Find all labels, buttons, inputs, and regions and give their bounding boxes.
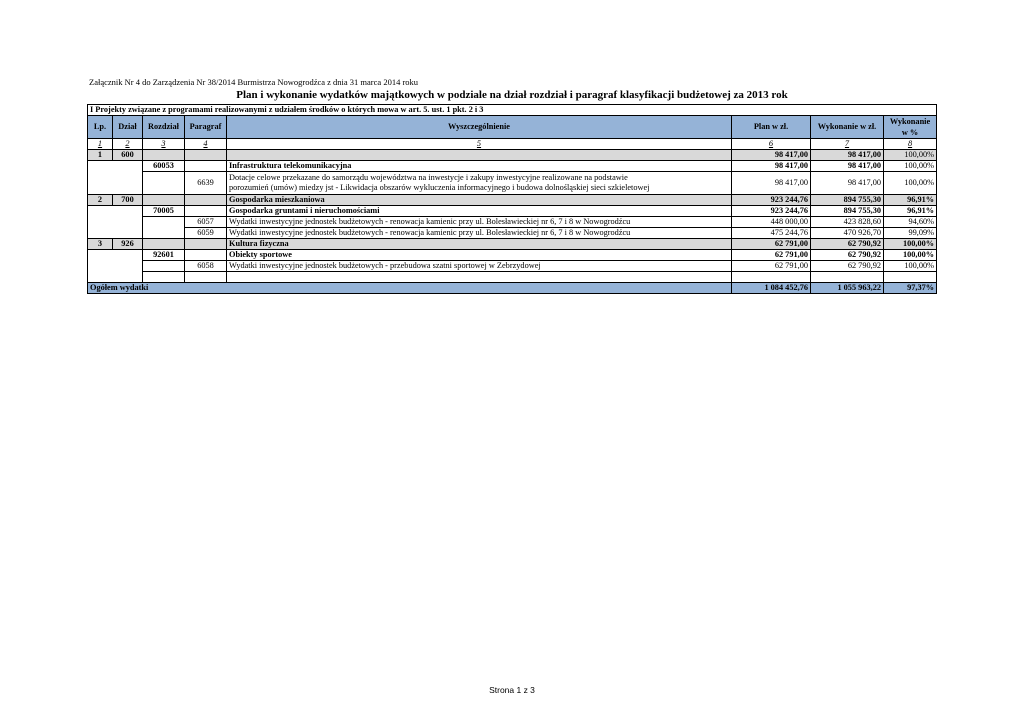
cell-plan: 98 417,00	[732, 172, 811, 195]
table-row-paragraf	[88, 261, 937, 272]
col-header-pct-line2: w %	[901, 128, 919, 137]
cell-rozdzial	[143, 239, 185, 250]
expenditure-table	[87, 104, 937, 294]
total-label: Ogółem wydatki	[88, 283, 732, 294]
cell-execution-pct: 100,00%	[884, 261, 937, 272]
cell-dzial: 600	[113, 150, 143, 161]
cell-execution-pct: 100,00%	[884, 250, 937, 261]
col-header-description: Wyszczególnienie	[227, 116, 732, 139]
cell-execution-pct: 100,00%	[884, 161, 937, 172]
cell-paragraf	[185, 161, 227, 172]
cell-description: Wydatki inwestycyjne jednostek budżetowych - renowacja kamienic przy ul. Bolesławieckiej nr 6, 7 i 8 w Nowogrodźcu	[227, 228, 732, 239]
cell-execution: 470 926,70	[811, 228, 884, 239]
cell-rozdzial: 60053	[143, 161, 185, 172]
cell-paragraf: 6059	[185, 228, 227, 239]
cell-execution: 62 790,92	[811, 261, 884, 272]
cell-lp: 2	[88, 195, 113, 206]
cell-lp: 1	[88, 150, 113, 161]
cell-paragraf: 6058	[185, 261, 227, 272]
cell-dzial: 926	[113, 239, 143, 250]
cell-execution-pct	[884, 272, 937, 283]
col-header-dzial: Dział	[113, 116, 143, 139]
cell-plan: 448 000,00	[732, 217, 811, 228]
col-number: 2	[113, 139, 143, 150]
cell-rozdzial	[143, 172, 185, 195]
cell-blank	[88, 206, 143, 239]
description-line: porozumień (umów) miedzy jst - Likwidacja obszarów wykluczenia informacyjnego i budowa dolnośląskiej sieci szkieletowej	[229, 183, 650, 192]
cell-plan: 62 791,00	[732, 261, 811, 272]
cell-paragraf: 6057	[185, 217, 227, 228]
cell-execution-pct: 100,00%	[884, 172, 937, 195]
col-number: 6	[732, 139, 811, 150]
table-row-paragraf	[88, 228, 937, 239]
cell-plan: 475 244,76	[732, 228, 811, 239]
table-row-rozdzial	[88, 161, 937, 172]
cell-execution: 62 790,92	[811, 250, 884, 261]
cell-execution-pct: 100,00%	[884, 239, 937, 250]
page-title: Plan i wykonanie wydatków majątkowych w podziale na dział rozdział i paragraf klasyfikacji budżetowej za 2013 rok	[236, 89, 788, 101]
cell-lp: 3	[88, 239, 113, 250]
col-header-rozdzial: Rozdział	[143, 116, 185, 139]
cell-plan: 98 417,00	[732, 161, 811, 172]
cell-execution-pct: 99,09%	[884, 228, 937, 239]
cell-paragraf	[185, 239, 227, 250]
col-number: 5	[227, 139, 732, 150]
cell-rozdzial	[143, 195, 185, 206]
cell-rozdzial	[143, 261, 185, 272]
table-row-dzial	[88, 150, 937, 161]
total-plan: 1 084 452,76	[732, 283, 811, 294]
cell-rozdzial	[143, 150, 185, 161]
cell-paragraf: 6639	[185, 172, 227, 195]
col-header-execution-pct	[884, 116, 937, 139]
cell-paragraf	[185, 195, 227, 206]
cell-plan: 62 791,00	[732, 239, 811, 250]
col-number: 8	[884, 139, 937, 150]
cell-execution-pct: 96,91%	[884, 195, 937, 206]
cell-blank	[88, 250, 143, 283]
cell-description: Gospodarka gruntami i nieruchomościami	[227, 206, 732, 217]
table-row-rozdzial	[88, 206, 937, 217]
column-header-row	[88, 116, 937, 139]
cell-blank	[88, 161, 143, 195]
cell-execution: 894 755,30	[811, 195, 884, 206]
total-execution: 1 055 963,22	[811, 283, 884, 294]
table-row-dzial	[88, 239, 937, 250]
cell-rozdzial	[143, 217, 185, 239]
column-number-row	[88, 139, 937, 150]
description-line: Dotacje celowe przekazane do samorządu województwa na inwestycje i zakupy inwestycyjne realizowane na podstawie	[229, 173, 628, 182]
cell-description	[227, 172, 732, 195]
col-header-lp: Lp.	[88, 116, 113, 139]
col-header-execution: Wykonanie w zł.	[811, 116, 884, 139]
col-number: 4	[185, 139, 227, 150]
col-number: 7	[811, 139, 884, 150]
cell-description: Obiekty sportowe	[227, 250, 732, 261]
cell-execution-pct: 100,00%	[884, 150, 937, 161]
cell-dzial: 700	[113, 195, 143, 206]
cell-paragraf	[185, 206, 227, 217]
total-row	[88, 283, 937, 294]
cell-description: Gospodarka mieszkaniowa	[227, 195, 732, 206]
cell-description	[227, 272, 732, 283]
table-row-dzial	[88, 195, 937, 206]
attachment-note: Załącznik Nr 4 do Zarządzenia Nr 38/2014 Burmistrza Nowogrodźca z dnia 31 marca 2014 roku	[89, 77, 419, 87]
cell-paragraf	[185, 250, 227, 261]
total-execution-pct: 97,37%	[884, 283, 937, 294]
cell-execution-pct: 94,60%	[884, 217, 937, 228]
col-header-plan: Plan w zł.	[732, 116, 811, 139]
table-row-rozdzial	[88, 250, 937, 261]
col-number: 1	[88, 139, 113, 150]
cell-execution-pct: 96,91%	[884, 206, 937, 217]
cell-paragraf	[185, 150, 227, 161]
cell-execution: 62 790,92	[811, 239, 884, 250]
cell-description: Infrastruktura telekomunikacyjna	[227, 161, 732, 172]
cell-rozdzial: 70005	[143, 206, 185, 217]
cell-plan: 62 791,00	[732, 250, 811, 261]
cell-plan	[732, 272, 811, 283]
cell-rozdzial	[143, 272, 185, 283]
col-header-pct-line1: Wykonanie	[889, 117, 931, 126]
table-row-paragraf	[88, 217, 937, 228]
cell-plan: 923 244,76	[732, 195, 811, 206]
cell-description: Kultura fizyczna	[227, 239, 732, 250]
table-row-paragraf	[88, 172, 937, 195]
cell-execution: 423 828,60	[811, 217, 884, 228]
cell-plan: 98 417,00	[732, 150, 811, 161]
page-number: Strona 1 z 3	[489, 685, 535, 695]
col-header-paragraf: Paragraf	[185, 116, 227, 139]
cell-description: Wydatki inwestycyjne jednostek budżetowych - renowacja kamienic przy ul. Bolesławieckiej nr 6, 7 i 8 w Nowogrodźcu	[227, 217, 732, 228]
cell-rozdzial: 92601	[143, 250, 185, 261]
section-heading: I Projekty związane z programami realizowanymi z udziałem środków o których mowa w art. 5. ust. 1 pkt. 2 i 3	[88, 105, 937, 116]
cell-description: Wydatki inwestycyjne jednostek budżetowych - przebudowa szatni sportowej w Zebrzydowej	[227, 261, 732, 272]
cell-execution: 98 417,00	[811, 172, 884, 195]
table-row-empty	[88, 272, 937, 283]
cell-execution: 98 417,00	[811, 150, 884, 161]
cell-plan: 923 244,76	[732, 206, 811, 217]
cell-description	[227, 150, 732, 161]
cell-execution	[811, 272, 884, 283]
col-number: 3	[143, 139, 185, 150]
cell-paragraf	[185, 272, 227, 283]
cell-execution: 894 755,30	[811, 206, 884, 217]
section-heading-row	[88, 105, 937, 116]
cell-execution: 98 417,00	[811, 161, 884, 172]
